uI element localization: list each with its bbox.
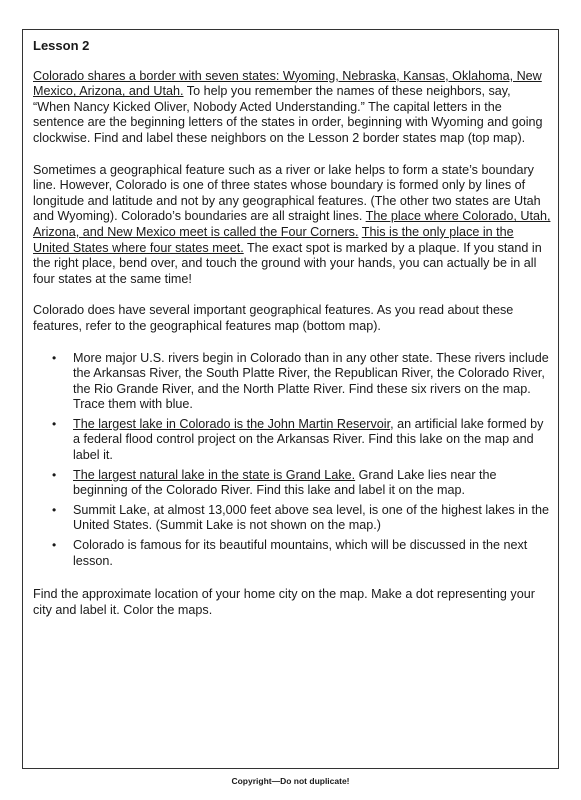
underlined-natural-lake: The largest natural lake in the state is Grand Lake.	[73, 467, 356, 482]
underlined-four-corners: The place where Colorado, Utah, Arizona, and New Mexico meet is called the Four Corners.	[33, 209, 551, 239]
list-item-text: More major U.S. rivers begin in Colorado than in any other state. These rivers include the Arkansas River, the South Platte River, the Republican River, the Colorado River, the Rio Grande River, and the North Platte River. Find these six rivers on the map. Trace them with blue.	[73, 350, 549, 412]
features-list	[33, 351, 551, 570]
list-item-text: , an artificial lake formed by a federal flood control project on the Arkansas River. Find this lake on the map and label it.	[73, 416, 544, 463]
list-item-rivers	[73, 351, 551, 413]
list-item-text: Grand Lake lies near the beginning of the Colorado River. Find this lake and label it on the map.	[73, 467, 497, 498]
list-item-mountains	[73, 538, 551, 569]
underlined-border-states: Colorado shares a border with seven states: Wyoming, Nebraska, Kansas, Oklahoma, New Mexico, Arizona, and Utah.	[33, 68, 542, 99]
paragraph-border-states	[33, 69, 551, 147]
list-item-summit-lake	[73, 503, 551, 534]
underlined-largest-lake: The largest lake in Colorado is the John Martin Reservoir	[73, 416, 391, 431]
list-item-john-martin	[73, 417, 551, 464]
underlined-only-place: This is the only place in the United States where four states meet.	[33, 224, 514, 255]
paragraph-text: To help you remember the names of these neighbors, say, “When Nancy Kicked Oliver, Nobody Acted Understanding.” The capital letters in the sentence are the beginning letters of the states in order, beginning with Wyoming and going clockwise. Find and label these neighbors on the Lesson 2 border states map (top map).	[33, 84, 543, 145]
paragraph-geographical-features: Colorado does have several important geographical features. As you read about these features, refer to the geographical features map (bottom map).	[33, 303, 514, 333]
list-item-text: Colorado is famous for its beautiful mountains, which will be discussed in the next lesson.	[73, 538, 528, 568]
list-item-grand-lake	[73, 468, 551, 499]
paragraph-text: Sometimes a geographical feature such as a river or lake helps to form a state’s boundary line. However, Colorado is one of three states whose boundary is formed only by lines of longitude and latitude and not by any geographical features. (The other two states are Utah and Wyoming). Colorado’s boundaries are all straight lines.	[33, 162, 541, 224]
paragraph-boundaries	[33, 163, 551, 288]
paragraph-home-city: Find the approximate location of your home city on the map. Make a dot representing your city and label it. Color the maps.	[33, 587, 535, 617]
lesson-content	[33, 38, 551, 634]
copyright-footer: Copyright—Do not duplicate!	[231, 776, 350, 786]
list-item-text: Summit Lake, at almost 13,000 feet above sea level, is one of the highest lakes in the United States. (Summit Lake is not shown on the map.)	[73, 502, 550, 533]
lesson-title: Lesson 2	[33, 38, 90, 53]
paragraph-text: The exact spot is marked by a plaque. If you stand in the right place, bend over, and touch the ground with your hands, you can actually be in all four states at the same time!	[33, 240, 542, 286]
